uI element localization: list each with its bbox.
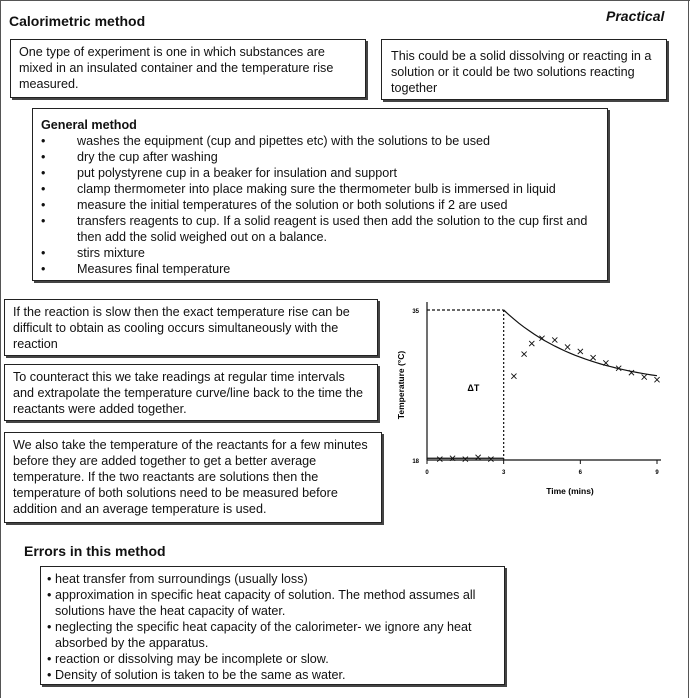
- intro-left-text: One type of experiment is one in which substances are mixed in an insulated container and the temperature rise measured.: [19, 45, 334, 91]
- cooling-curve-fit: [504, 310, 657, 376]
- data-point: [463, 457, 468, 462]
- page-border-left: [0, 0, 1, 698]
- data-point: [511, 374, 516, 379]
- data-point: [603, 360, 608, 365]
- page-border-right: [688, 0, 689, 698]
- error-item: • reaction or dissolving may be incomplete or slow.: [47, 651, 498, 667]
- average-temperature-text: We also take the temperature of the reactants for a few minutes before they are added together to get a better average temperature. If the two reactants are solutions then the temperature of both solutions need to be measured before addition and an average temperature is used.: [13, 438, 368, 516]
- data-point: [565, 344, 570, 349]
- method-step: • transfers reagents to cup. If a solid reagent is used then add the solution to the cup first and then add the solid weighed out on a balance.: [41, 213, 599, 245]
- general-method-heading: General method: [41, 118, 137, 132]
- counteract-note: [4, 364, 378, 421]
- y-tick-label: 35: [412, 309, 419, 315]
- page-title: Calorimetric method: [9, 13, 146, 29]
- y-tick-label: 18: [412, 459, 419, 465]
- counteract-text: To counteract this we take readings at regular time intervals and extrapolate the temperature curve/line back to the time the reactants were added together.: [13, 370, 364, 416]
- data-point: [476, 455, 481, 460]
- intro-left-box: [10, 39, 366, 98]
- x-axis-label: Time (mins): [546, 486, 594, 496]
- data-point: [488, 457, 493, 462]
- x-tick-label: 3: [501, 470, 506, 476]
- data-point: [522, 352, 527, 357]
- intro-right-box: [381, 39, 667, 100]
- method-step: • dry the cup after washing: [41, 149, 599, 165]
- intro-right-text: This could be a solid dissolving or reacting in a solution or it could be two solutions reacting together: [391, 49, 652, 95]
- x-tick-label: 0: [425, 470, 429, 476]
- errors-heading: Errors in this method: [24, 543, 166, 559]
- slow-reaction-text: If the reaction is slow then the exact temperature rise can be difficult to obtain as cooling occurs simultaneously with the reaction: [13, 305, 350, 351]
- method-step: • washes the equipment (cup and pipettes etc) with the solutions to be used: [41, 133, 599, 149]
- method-step: • put polystyrene cup in a beaker for insulation and support: [41, 165, 599, 181]
- x-tick-label: 9: [655, 470, 659, 476]
- error-item: • approximation in specific heat capacity of solution. The method assumes all solutions have the heat capacity of water.: [47, 587, 498, 619]
- page-border-top: [0, 0, 690, 1]
- errors-list: [47, 571, 498, 683]
- average-temperature-note: [4, 432, 382, 523]
- data-point: [529, 341, 534, 346]
- data-point: [578, 349, 583, 354]
- general-method-box: [32, 108, 608, 281]
- method-step: • measure the initial temperatures of the solution or both solutions if 2 are used: [41, 197, 599, 213]
- error-item: • heat transfer from surroundings (usually loss): [47, 571, 498, 587]
- data-point: [591, 355, 596, 360]
- practical-tag: Practical: [606, 8, 665, 24]
- data-point: [552, 337, 557, 342]
- method-step: • clamp thermometer into place making sure the thermometer bulb is immersed in liquid: [41, 181, 599, 197]
- error-item: • Density of solution is taken to be the same as water.: [47, 667, 498, 683]
- y-axis-label: Temperature (°C): [396, 350, 406, 420]
- temperature-time-graph: [392, 292, 672, 507]
- x-tick-label: 6: [578, 470, 583, 476]
- slow-reaction-note: [4, 299, 378, 356]
- error-item: • neglecting the specific heat capacity of the calorimeter- we ignore any heat absorbed by the apparatus.: [47, 619, 498, 651]
- method-step: • stirs mixture: [41, 245, 599, 261]
- delta-t-label: ΔT: [467, 383, 480, 393]
- data-point: [437, 457, 442, 462]
- general-method-list: [41, 133, 599, 277]
- method-step: • Measures final temperature: [41, 261, 599, 277]
- data-point: [654, 377, 659, 382]
- data-point: [642, 374, 647, 379]
- errors-box: [40, 566, 505, 685]
